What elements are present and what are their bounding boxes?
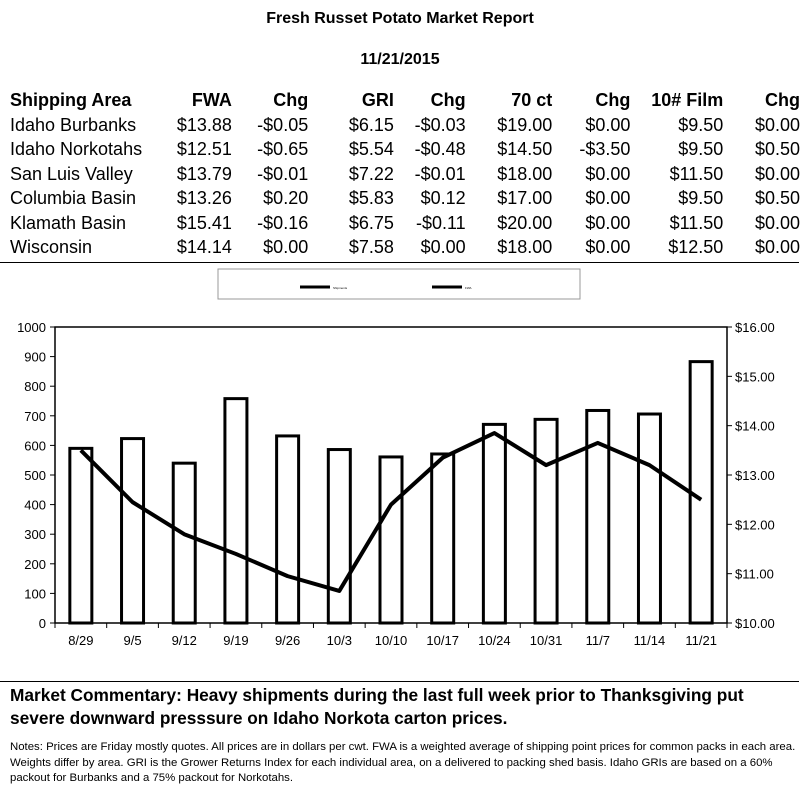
cell-area: Klamath Basin: [10, 212, 127, 233]
cell-70ct: $14.50: [497, 139, 553, 160]
bar-shipments: [535, 419, 557, 623]
bar-shipments: [432, 454, 454, 623]
bar-shipments: [122, 439, 144, 623]
x-axis-tick-label: 8/29: [68, 633, 94, 648]
header-gri-chg: Chg: [430, 90, 466, 110]
left-axis-tick-label: 500: [24, 468, 46, 483]
x-axis-tick-label: 10/10: [374, 633, 408, 648]
report-date: 11/21/2015: [360, 51, 440, 68]
cell-fwa: $13.26: [176, 188, 232, 209]
header-shipping-area: Shipping Area: [10, 90, 132, 110]
header-fwa: FWA: [191, 90, 232, 110]
cell-70ct-chg: $0.00: [585, 163, 631, 184]
bar-shipments: [380, 457, 402, 623]
header-10lb-film-chg: Chg: [765, 90, 800, 110]
cell-gri: $6.75: [348, 212, 394, 233]
bar-shipments: [70, 448, 92, 623]
x-axis-tick-label: 9/5: [123, 633, 142, 648]
cell-10lb-film: $11.50: [669, 163, 724, 184]
x-axis-tick-label: 10/3: [326, 633, 352, 648]
left-axis-tick-label: 400: [24, 497, 46, 513]
bar-shipments: [225, 399, 247, 623]
left-axis-tick-label: 600: [24, 438, 46, 454]
cell-gri-chg: -$0.03: [414, 114, 466, 135]
bar-shipments: [277, 436, 299, 623]
cell-fwa-chg: $0.00: [263, 237, 309, 258]
left-axis-tick-label: 300: [24, 527, 46, 543]
market-commentary: Market Commentary: Heavy shipments during the last full week prior to Thanksgiving put severe downward presssure on Idaho Norkota carton prices.: [10, 685, 744, 728]
cell-gri-chg: -$0.01: [414, 163, 466, 184]
header-fwa-chg: Chg: [273, 90, 309, 110]
cell-70ct: $20.00: [497, 212, 553, 233]
x-axis-tick-label: 10/17: [426, 633, 459, 648]
right-axis-tick-label: $14.00: [735, 418, 775, 434]
x-axis-tick-label: 9/26: [274, 633, 301, 648]
x-axis-tick-label: 9/19: [223, 633, 249, 648]
cell-10lb-film-chg: $0.00: [754, 212, 800, 233]
cell-gri-chg: -$0.48: [414, 139, 466, 160]
legend-label-fwa: FWA: [465, 286, 472, 290]
cell-gri-chg: $0.12: [420, 188, 466, 209]
cell-70ct: $18.00: [497, 237, 553, 258]
cell-gri: $5.54: [348, 139, 394, 160]
cell-gri: $5.83: [348, 188, 394, 209]
x-axis-tick-label: 11/14: [633, 633, 666, 648]
header-10lb-film: 10# Film: [651, 90, 724, 110]
notes: Notes: Prices are Friday mostly quotes. All prices are in dollars per cwt. FWA is a weighted average of shipping point prices for common packs in each area. Weights differ by area. GRI is the Grower Returns Index for each individual area, on a delivered to packing shed basis. Idaho GRIs are based on a 60% packout for Burbanks and a 75% packout for Norkotahs.: [10, 741, 796, 784]
cell-fwa-chg: -$0.65: [257, 139, 309, 160]
left-axis-tick-label: 200: [24, 556, 46, 572]
legend-box: [218, 269, 580, 299]
cell-70ct-chg: $0.00: [585, 237, 631, 258]
cell-10lb-film-chg: $0.00: [754, 237, 800, 258]
cell-fwa: $14.14: [176, 237, 232, 258]
left-axis-tick-label: 100: [24, 586, 46, 602]
legend-label-shipments: Shipments: [333, 286, 348, 290]
right-axis-tick-label: $10.00: [735, 616, 775, 631]
cell-10lb-film: $9.50: [678, 114, 724, 135]
cell-gri-chg: -$0.11: [415, 212, 466, 233]
x-axis-tick-label: 10/31: [529, 633, 563, 648]
left-axis-tick-label: 900: [24, 349, 46, 365]
right-axis-tick-label: $16.00: [735, 320, 775, 335]
cell-70ct: $17.00: [497, 188, 553, 209]
cell-fwa: $15.41: [176, 212, 232, 233]
cell-fwa-chg: -$0.16: [257, 212, 309, 233]
cell-area: San Luis Valley: [10, 163, 133, 184]
bar-shipments: [638, 414, 660, 623]
cell-fwa-chg: -$0.05: [257, 114, 309, 135]
cell-10lb-film: $12.50: [668, 237, 724, 258]
right-axis-tick-label: $12.00: [735, 517, 775, 533]
x-axis-tick-label: 11/7: [585, 633, 610, 648]
left-axis-tick-label: 700: [24, 408, 46, 424]
header-70ct: 70 ct: [511, 90, 553, 110]
cell-fwa-chg: -$0.01: [257, 163, 309, 184]
cell-10lb-film-chg: $0.00: [754, 114, 800, 135]
cell-gri: $7.58: [348, 237, 394, 258]
cell-area: Idaho Burbanks: [10, 114, 137, 135]
cell-70ct-chg: $0.00: [585, 188, 631, 209]
cell-70ct-chg: -$3.50: [579, 139, 631, 160]
right-axis-tick-label: $13.00: [735, 468, 775, 483]
header-70ct-chg: Chg: [595, 90, 631, 110]
header-gri: GRI: [361, 90, 394, 110]
cell-gri: $6.15: [348, 114, 394, 135]
bar-shipments: [328, 450, 350, 623]
report-title: Fresh Russet Potato Market Report: [266, 10, 534, 27]
cell-10lb-film-chg: $0.50: [754, 188, 800, 209]
right-axis-tick-label: $11.00: [735, 566, 774, 582]
x-axis-tick-label: 9/12: [171, 633, 197, 648]
bar-shipments: [483, 424, 505, 623]
cell-fwa: $12.51: [176, 139, 232, 160]
cell-area: Idaho Norkotahs: [10, 139, 143, 160]
cell-70ct-chg: $0.00: [585, 212, 631, 233]
cell-70ct-chg: $0.00: [585, 114, 631, 135]
cell-fwa: $13.79: [176, 163, 232, 184]
x-axis-tick-label: 10/24: [478, 633, 511, 648]
cell-fwa-chg: $0.20: [263, 188, 309, 209]
left-axis-tick-label: 1000: [17, 320, 46, 335]
cell-10lb-film: $9.50: [678, 188, 724, 209]
cell-10lb-film-chg: $0.50: [754, 139, 800, 160]
left-axis-tick-label: 800: [24, 379, 46, 395]
cell-70ct: $18.00: [497, 163, 553, 184]
cell-fwa: $13.88: [176, 114, 232, 135]
x-axis-tick-label: 11/21: [685, 633, 717, 648]
left-axis-tick-label: 0: [38, 616, 46, 631]
cell-70ct: $19.00: [497, 114, 553, 135]
cell-gri-chg: $0.00: [420, 237, 466, 258]
cell-gri: $7.22: [348, 163, 394, 184]
bar-shipments: [173, 463, 195, 623]
cell-10lb-film: $9.50: [678, 139, 724, 160]
cell-10lb-film: $11.50: [669, 212, 724, 233]
cell-area: Wisconsin: [10, 237, 93, 258]
cell-area: Columbia Basin: [10, 188, 137, 209]
right-axis-tick-label: $15.00: [735, 369, 775, 385]
cell-10lb-film-chg: $0.00: [754, 163, 800, 184]
